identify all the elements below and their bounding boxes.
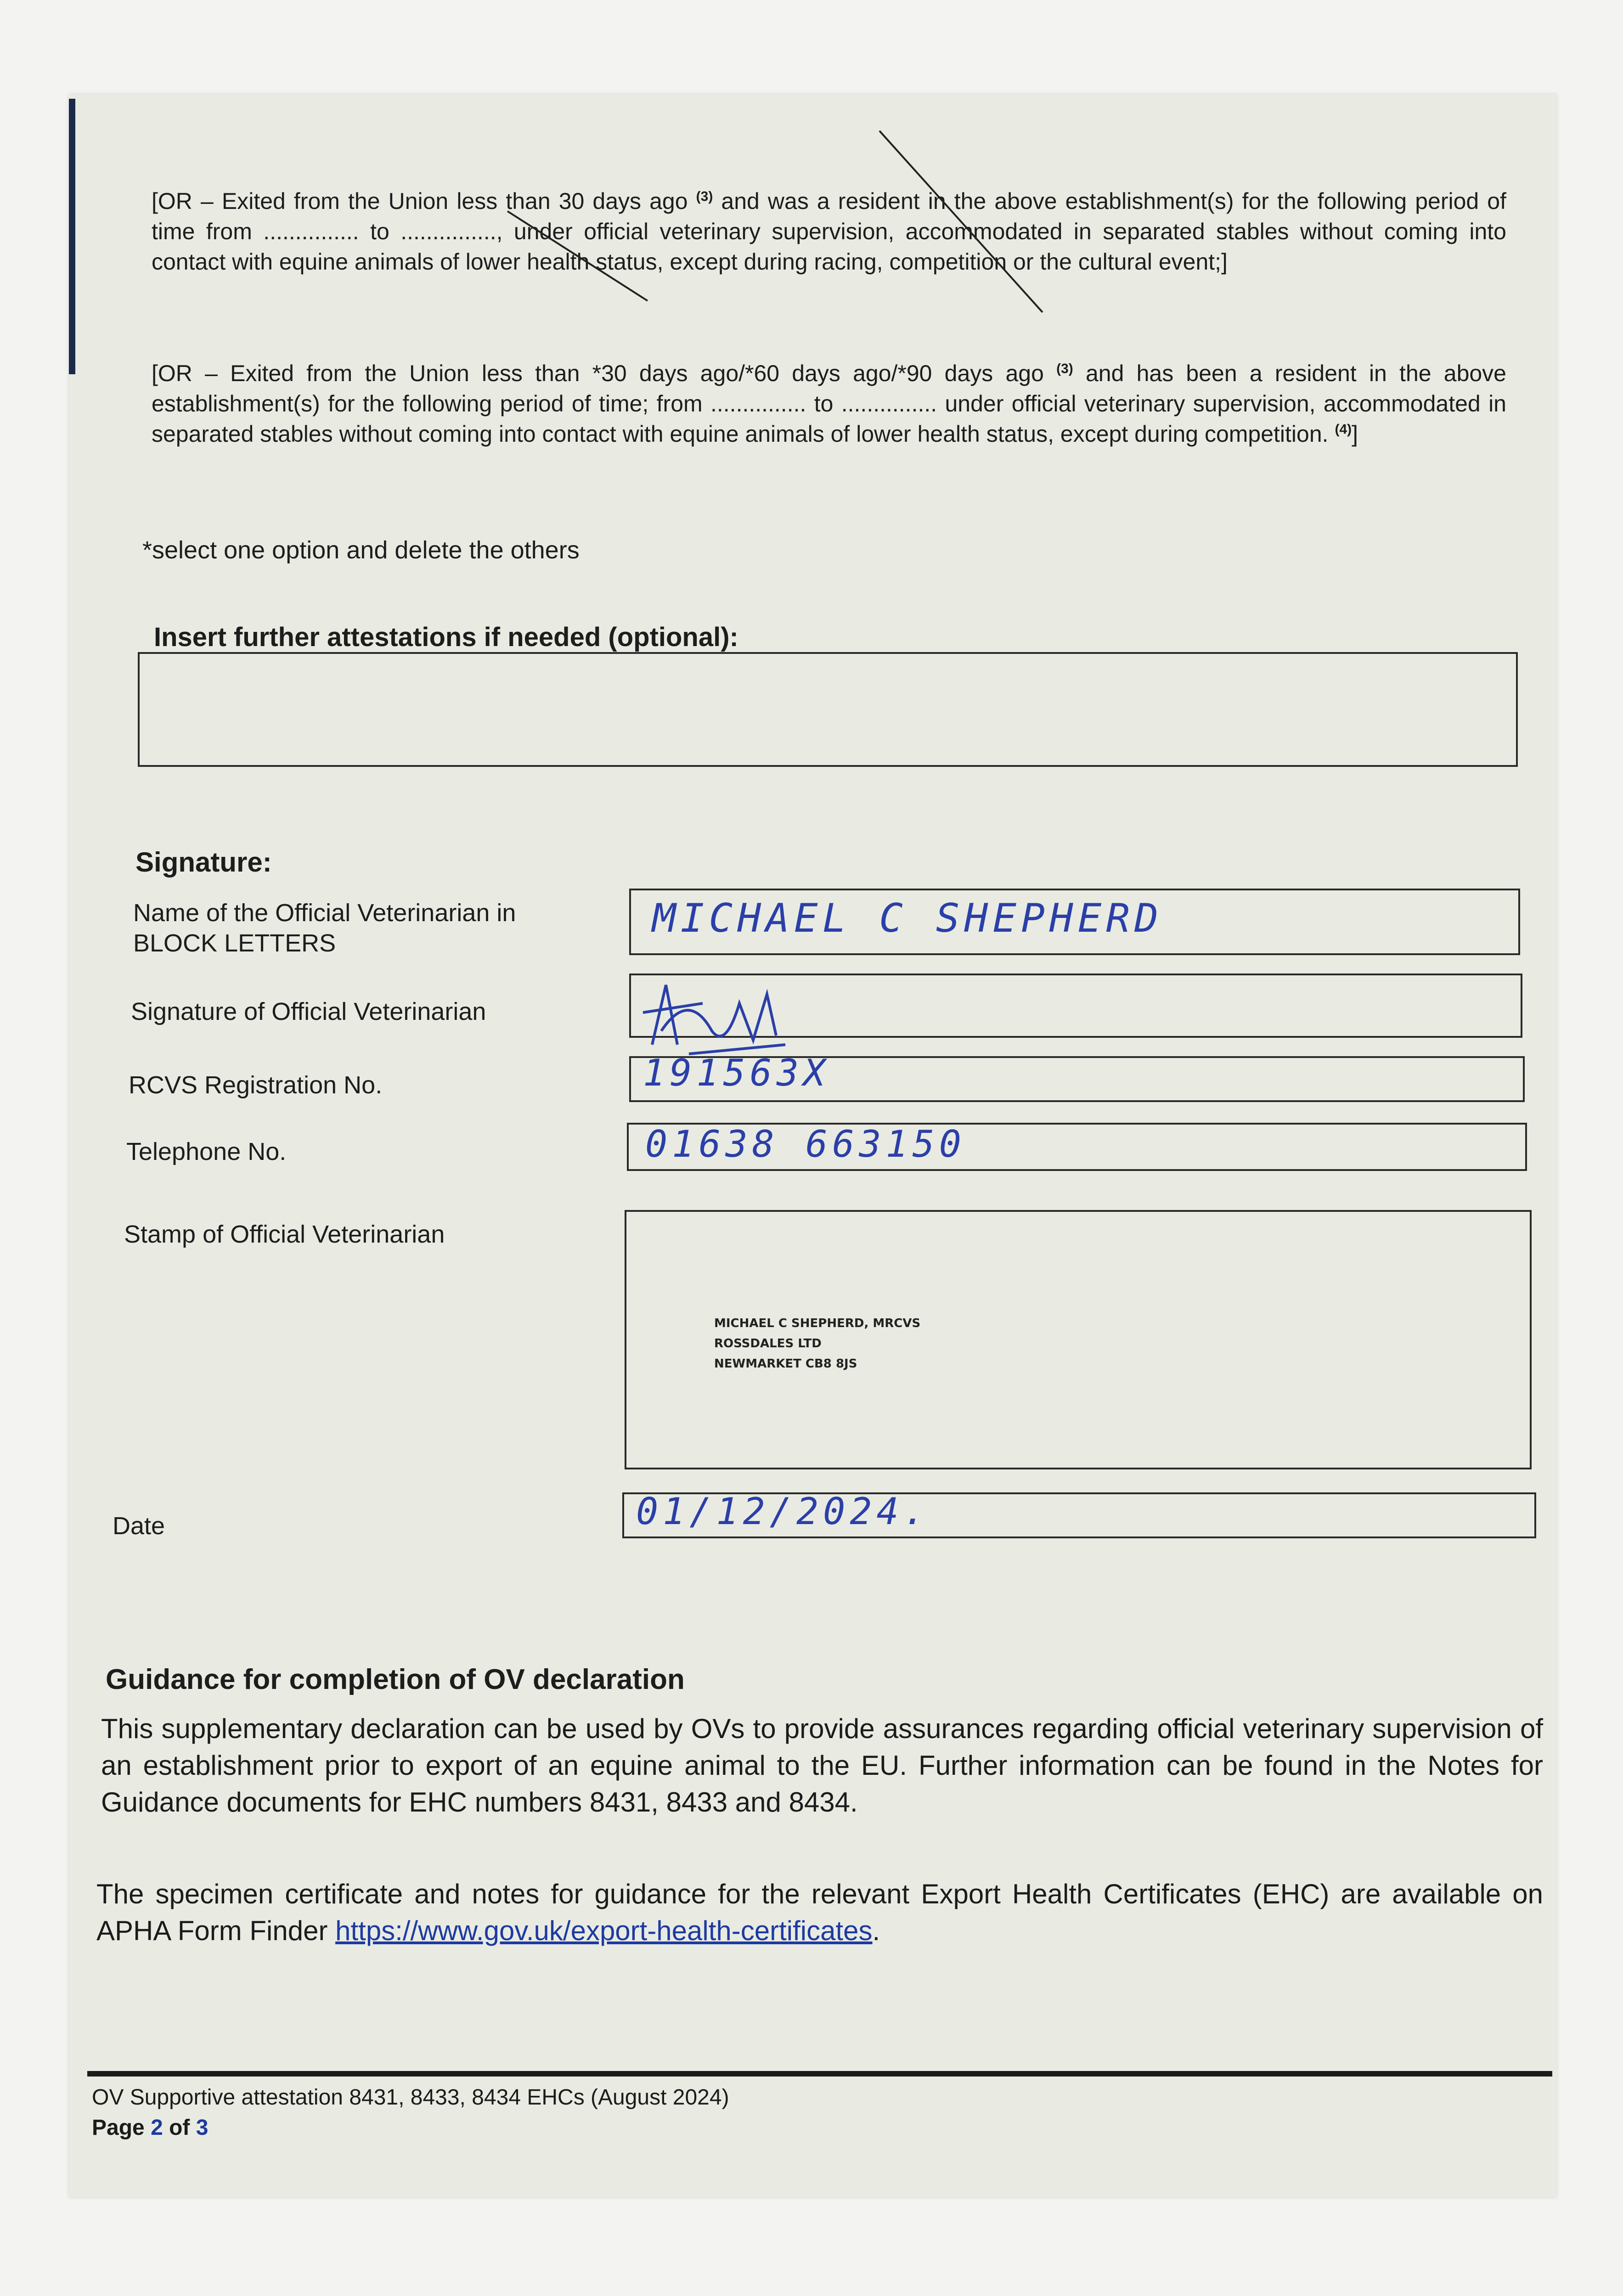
select-note: *select one option and delete the others [142,536,580,564]
footer-title: OV Supportive attestation 8431, 8433, 8434 EHCs (August 2024) [92,2085,729,2110]
rcvs-value: 191563X [643,1052,830,1094]
strike-through-marks [0,0,1623,367]
footer [92,2082,729,2143]
name-value: MICHAEL C SHEPHERD [652,895,1163,941]
telephone-value: 01638 663150 [645,1123,966,1165]
signature-label: Signature of Official Veterinarian [131,998,486,1025]
further-attestations-heading: Insert further attestations if needed (optional): [154,622,738,652]
form-finder-link[interactable]: https://www.gov.uk/export-health-certificates [335,1915,873,1946]
stamp-label: Stamp of Official Veterinarian [124,1221,445,1248]
further-attestations-box[interactable] [138,652,1518,767]
or-paragraph-2: [OR – Exited from the Union less than *30 days ago/*60 days ago/*90 days ago $^{(3)}$ and has been a resident in the above establishment(s) for the following period of time; from ............... to ............... under official veterinary supervision, accommodated in separated stables without coming into contact with equine animals of lower health status, except during competition. $^{(4)}$] [152,360,1506,447]
or-paragraph-1: [OR – Exited from the Union less than 30 days ago $^{(3)}$ and was a resident in the above establishment(s) for the following period of time from ............... to ..............., under official veterinary supervision, accommodated in separated stables without coming into contact with equine animals of lower health status, except during racing, competition or the cultural event;] [152,188,1506,275]
date-value: 01/12/2024. [636,1490,930,1533]
rcvs-label: RCVS Registration No. [129,1071,383,1099]
veterinarian-stamp: MICHAEL C SHEPHERD, MRCVS ROSSDALES LTD NEWMARKET CB8 8JS [714,1317,921,1371]
signature-heading: Signature: [135,847,272,878]
guidance-text: This supplementary declaration can be used by OVs to provide assurances regarding official veterinary supervision of an establishment prior to export of an equine animal to the EU. Further information can be found in the Notes for Guidance documents for EHC numbers 8431, 8433 and 8434. [101,1713,1543,1818]
telephone-label: Telephone No. [126,1138,287,1165]
guidance-heading: Guidance for completion of OV declaration [106,1664,685,1695]
specimen-text: The specimen certificate and notes for guidance for the relevant Export Health Certificates (EHC) are available on APHA Form Finder https://www.gov.uk/export-health-certificates. [96,1879,1543,1946]
date-label: Date [113,1512,165,1540]
footer-rule [87,2071,1552,2077]
name-label: Name of the Official Veterinarian in BLOCK LETTERS [133,899,516,957]
footer-page: Page 2 of 3 [92,2116,209,2140]
